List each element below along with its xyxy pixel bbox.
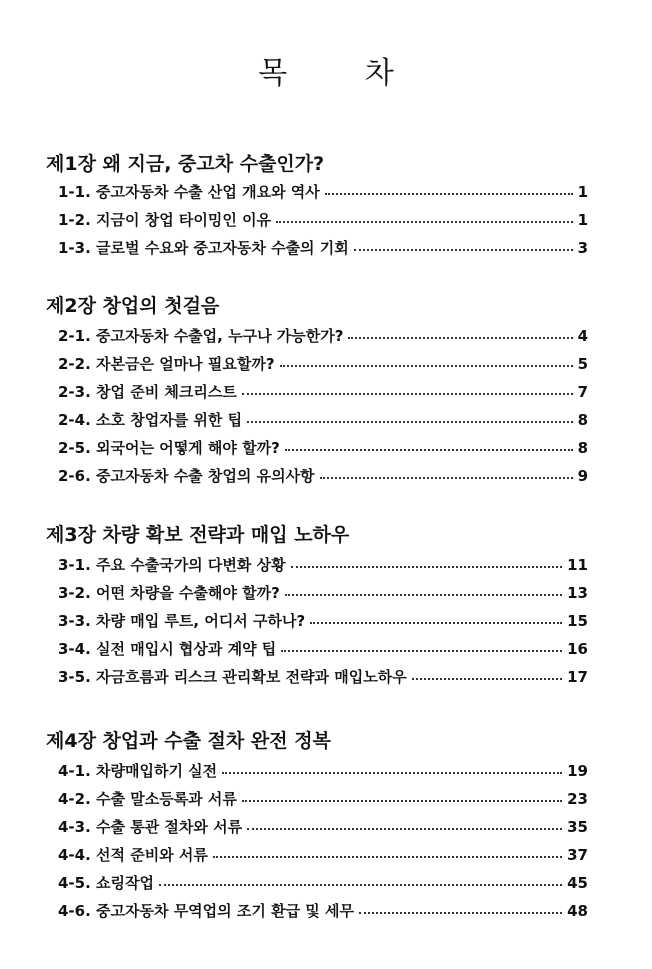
- entry-page-number: 23: [567, 790, 588, 808]
- entry-title: 4-1. 차량매입하기 실전: [58, 762, 218, 780]
- dot-leader: [325, 193, 573, 195]
- entry-title: 2-3. 창업 준비 체크리스트: [58, 383, 237, 401]
- toc-entry[interactable]: [58, 325, 588, 345]
- toc-entry[interactable]: [58, 872, 588, 892]
- dot-leader: [354, 249, 573, 251]
- entry-title: 3-2. 어떤 차량을 수출해야 할까?: [58, 584, 280, 602]
- dot-leader: [222, 772, 562, 774]
- entry-page-number: 8: [577, 411, 588, 429]
- toc-entry[interactable]: [58, 237, 588, 257]
- toc-entry[interactable]: [58, 381, 588, 401]
- dot-leader: [242, 800, 562, 802]
- chapter-title: 제2장 창업의 첫걸음: [46, 295, 220, 317]
- entry-title: 2-2. 자본금은 얼마나 필요할까?: [58, 355, 275, 373]
- entry-title: 2-1. 중고자동차 수출업, 누구나 가능한가?: [58, 327, 344, 345]
- dot-leader: [320, 477, 573, 479]
- entry-title: 2-4. 소호 창업자를 위한 팁: [58, 411, 243, 429]
- entry-title: 3-4. 실전 매입시 협상과 계약 팁: [58, 640, 277, 658]
- toc-entry[interactable]: [58, 844, 588, 864]
- toc-entry[interactable]: [58, 437, 588, 457]
- entry-title: 1-1. 중고자동차 수출 산업 개요와 역사: [58, 183, 320, 201]
- entry-title: 4-2. 수출 말소등록과 서류: [58, 790, 237, 808]
- entry-page-number: 15: [567, 612, 588, 630]
- toc-entry[interactable]: [58, 816, 588, 836]
- entry-page-number: 17: [567, 668, 588, 686]
- entry-page-number: 8: [577, 439, 588, 457]
- entry-page-number: 9: [577, 467, 588, 485]
- dot-leader: [285, 449, 573, 451]
- entry-title: 3-1. 주요 수출국가의 다변화 상황: [58, 556, 286, 574]
- entry-page-number: 16: [567, 640, 588, 658]
- dot-leader: [213, 856, 562, 858]
- entry-title: 4-6. 중고자동차 무역업의 조기 환급 및 세무: [58, 902, 354, 920]
- toc-entry[interactable]: [58, 209, 588, 229]
- entry-title: 4-5. 쇼링작업: [58, 874, 154, 892]
- chapter-title: 제3장 차량 확보 전략과 매입 노하우: [46, 524, 350, 546]
- toc-entry[interactable]: [58, 582, 588, 602]
- toc-entry[interactable]: [58, 610, 588, 630]
- toc-entry[interactable]: [58, 666, 588, 686]
- entry-page-number: 5: [577, 355, 588, 373]
- entry-page-number: 48: [567, 902, 588, 920]
- dot-leader: [242, 393, 573, 395]
- dot-leader: [281, 650, 562, 652]
- toc-entry[interactable]: [58, 465, 588, 485]
- entry-title: 3-3. 차량 매입 루트, 어디서 구하나?: [58, 612, 306, 630]
- dot-leader: [310, 622, 562, 624]
- entry-page-number: 3: [577, 239, 588, 257]
- entry-page-number: 1: [577, 183, 588, 201]
- dot-leader: [348, 337, 572, 339]
- entry-title: 4-4. 선적 준비와 서류: [58, 846, 208, 864]
- toc-entry[interactable]: [58, 353, 588, 373]
- entry-title: 3-5. 자금흐름과 리스크 관리확보 전략과 매입노하우: [58, 668, 407, 686]
- toc-entry[interactable]: [58, 181, 588, 201]
- dot-leader: [359, 912, 562, 914]
- entry-page-number: 1: [577, 211, 588, 229]
- dot-leader: [285, 594, 562, 596]
- chapter-title: 제4장 창업과 수출 절차 완전 정복: [46, 730, 331, 752]
- dot-leader: [247, 421, 572, 423]
- toc-entry[interactable]: [58, 788, 588, 808]
- toc-entry[interactable]: [58, 760, 588, 780]
- dot-leader: [247, 828, 562, 830]
- entry-page-number: 37: [567, 846, 588, 864]
- entry-page-number: 45: [567, 874, 588, 892]
- dot-leader: [159, 884, 562, 886]
- entry-page-number: 4: [577, 327, 588, 345]
- chapter-title: 제1장 왜 지금, 중고차 수출인가?: [46, 153, 325, 175]
- entry-title: 1-2. 지금이 창업 타이밍인 이유: [58, 211, 272, 229]
- entry-title: 4-3. 수출 통관 절차와 서류: [58, 818, 243, 836]
- toc-entry[interactable]: [58, 554, 588, 574]
- toc-entry[interactable]: [58, 638, 588, 658]
- dot-leader: [291, 566, 563, 568]
- dot-leader: [412, 678, 562, 680]
- entry-page-number: 7: [577, 383, 588, 401]
- toc-entry[interactable]: [58, 900, 588, 920]
- entry-page-number: 35: [567, 818, 588, 836]
- entry-page-number: 13: [567, 584, 588, 602]
- entry-title: 1-3. 글로벌 수요와 중고자동차 수출의 기회: [58, 239, 349, 257]
- dot-leader: [276, 221, 572, 223]
- entry-page-number: 19: [567, 762, 588, 780]
- toc-entry[interactable]: [58, 409, 588, 429]
- entry-page-number: 11: [567, 556, 588, 574]
- entry-title: 2-5. 외국어는 어떻게 해야 할까?: [58, 439, 280, 457]
- dot-leader: [280, 365, 573, 367]
- entry-title: 2-6. 중고자동차 수출 창업의 유의사항: [58, 467, 315, 485]
- page-title: 목 차: [258, 56, 428, 91]
